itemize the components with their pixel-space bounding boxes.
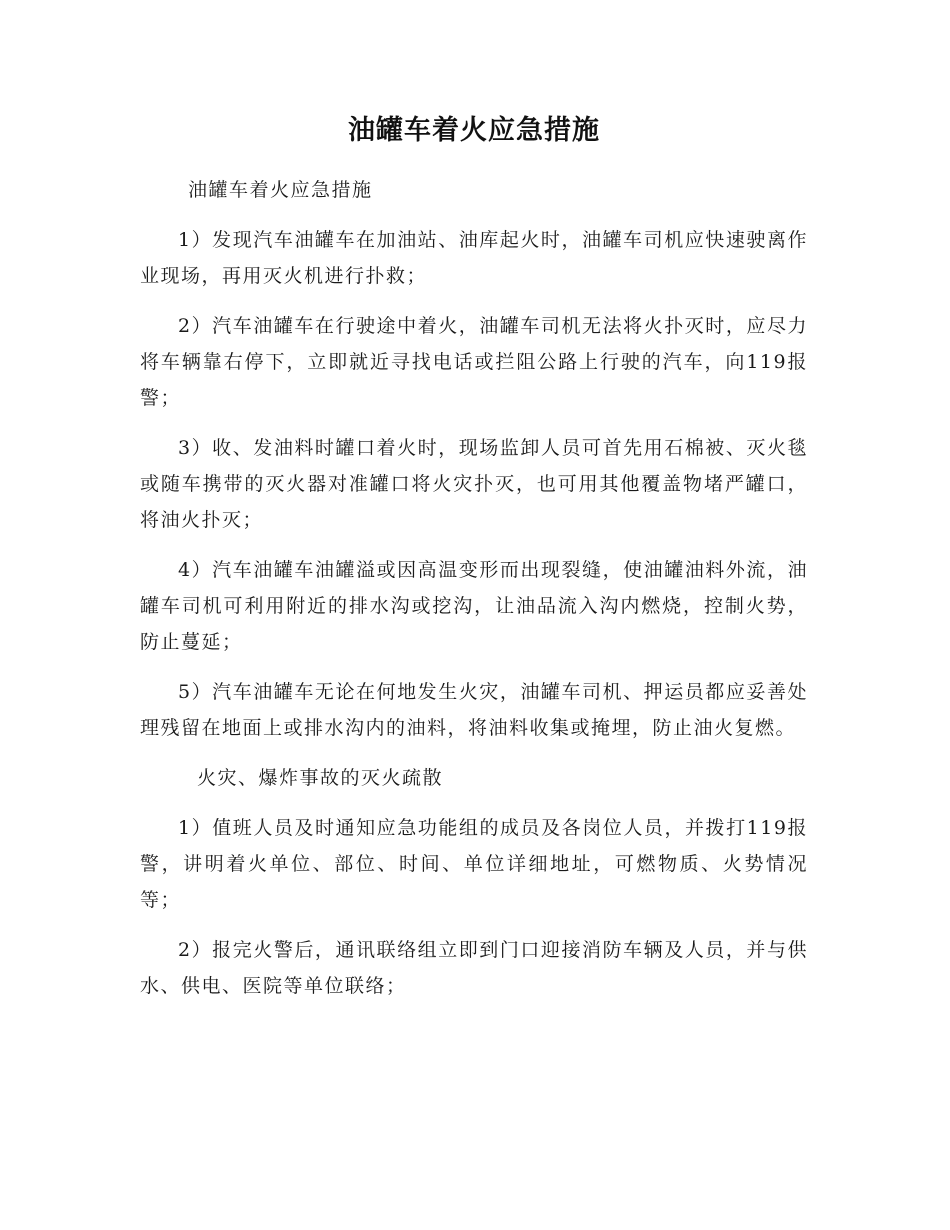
section-heading-evacuation: 火灾、爆炸事故的灭火疏散 [197,767,444,789]
document-title: 油罐车着火应急措施 [348,115,600,146]
document-page [140,104,808,1018]
evacuation-paragraph-2: 2）报完火警后，通讯联络组立即到门口迎接消防车辆及人员，并与供水、供电、医院等单位联络； [140,939,808,997]
evacuation-paragraph-1: 1）值班人员及时通知应急功能组的成员及各岗位人员，并拨打119报警，讲明着火单位、部位、时间、单位详细地址，可燃物质、火势情况等； [140,817,808,911]
measure-paragraph-2: 2）汽车油罐车在行驶途中着火，油罐车司机无法将火扑灭时，应尽力将车辆靠右停下，立即就近寻找电话或拦阻公路上行驶的汽车，向119报警； [140,315,808,409]
measure-paragraph-1: 1）发现汽车油罐车在加油站、油库起火时，油罐车司机应快速驶离作业现场，再用灭火机进行扑救； [140,229,808,287]
measure-paragraph-4: 4）汽车油罐车油罐溢或因高温变形而出现裂缝，使油罐油料外流，油罐车司机可利用附近的排水沟或挖沟，让油品流入沟内燃烧，控制火势，防止蔓延； [140,559,808,653]
measure-paragraph-5: 5）汽车油罐车无论在何地发生火灾，油罐车司机、押运员都应妥善处理残留在地面上或排水沟内的油料，将油料收集或掩埋，防止油火复燃。 [140,681,808,739]
measure-paragraph-3: 3）收、发油料时罐口着火时，现场监卸人员可首先用石棉被、灭火毯或随车携带的灭火器对准罐口将火灾扑灭，也可用其他覆盖物堵严罐口，将油火扑灭； [140,437,808,531]
section-heading-tanker-fire: 油罐车着火应急措施 [188,179,373,201]
